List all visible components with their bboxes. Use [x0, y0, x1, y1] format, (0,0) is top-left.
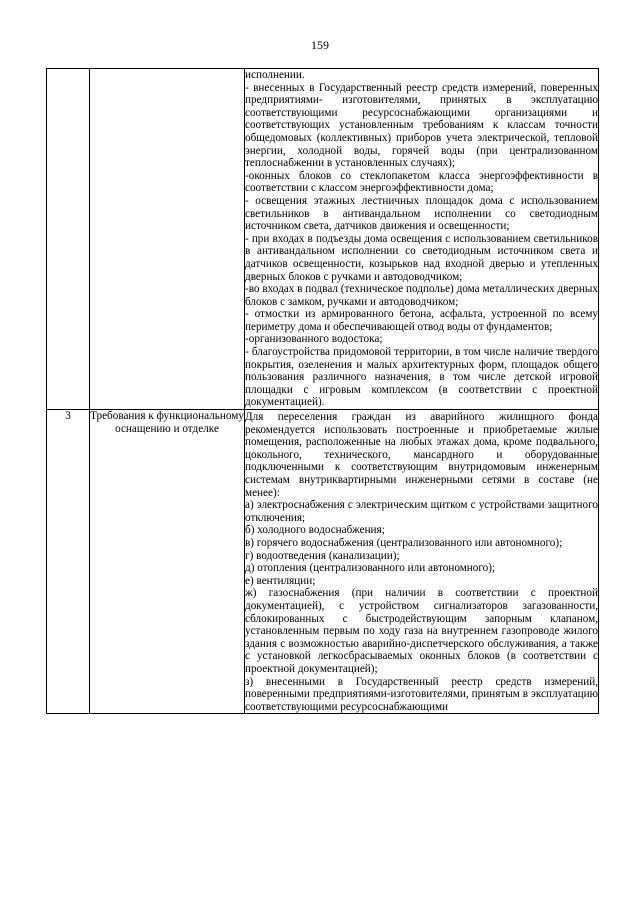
content-cell	[245, 69, 599, 410]
paragraph: исполнении.	[245, 69, 305, 81]
requirements-table	[46, 68, 599, 714]
paragraph: - при входах в подъезды дома освещения с использованием светильников в антивандальном исполнении со светодиодным источником света и датчиков освещенности, козырьков над входной дверью и утепленных дверных блоков с ручками и автодоводчиком;	[245, 232, 598, 283]
paragraph: -во входах в подвал (техническое подполье) дома металлических дверных блоков с замком, ручками и автодоводчиком;	[245, 283, 598, 308]
table-row	[47, 69, 599, 410]
paragraph: в) горячего водоснабжения (централизованного или автономного);	[245, 536, 563, 549]
paragraph: - благоустройства придомовой территории, в том числе наличие твердого покрытия, озеленения и малых архитектурных форм, площадок общего пользования различного назначения, в том числе детской игровой площадки с игровым комплексом (в соответствии с проектной документацией).	[245, 346, 598, 409]
paragraph: з) внесенными в Государственный реестр средств измерений, поверенными предприятиями-изготовителями, принятым в эксплуатацию соответствующими ресурсоснабжающими	[245, 675, 598, 713]
paragraph: - внесенных в Государственный реестр средств измерений, поверенных предприятиями- изготовителями, принятых в эксплуатацию соответствующими ресурсоснабжающими организациями и соответствующих установленным требованиям к классам точности общедомовых (коллективных) приборов учета электрической, тепловой энергии, холодной воды, горячей воды (при централизованном теплоснабжении в установленных случаях);	[245, 81, 598, 170]
page-number: 159	[311, 38, 329, 52]
paragraph: ж) газоснабжения (при наличии в соответствии с проектной документацией), с устройством сигнализаторов загазованности, сблокированных с быстродействующим запорным клапаном, установленным первым по ходу газа на внутреннем газопроводе жилого здания с возможностью аварийно-диспетчерского обслуживания, а также с установкой легкосбрасываемых оконных блоков (в соответствии с проектной документацией);	[245, 587, 598, 675]
paragraph: д) отопления (централизованного или автономного);	[245, 562, 496, 575]
paragraph: - отмостки из армированного бетона, асфальта, устроенной по всему периметру дома и обеспечивающей отвод воды от фундаментов;	[245, 308, 598, 333]
paragraph: г) водоотведения (канализации);	[245, 549, 400, 562]
requirement-cell: Требования к функциональному оснащению и отделке	[90, 410, 245, 714]
paragraph: - освещения этажных лестничных площадок дома с использованием светильников в антивандальном исполнении со светодиодным источником света, датчиков движения и освещенности;	[245, 194, 598, 233]
paragraph: Для переселения граждан из аварийного жилищного фонда рекомендуется использовать построенные и приобретаемые жилые помещения, расположенные на любых этажах дома, кроме подвального, цокольного, технического, мансардного и оборудованные подключенными к соответствующим внутридомовым инженерным системам внутриквартирными инженерными сетями в составе (не менее):	[245, 411, 598, 499]
table-row	[47, 410, 599, 714]
paragraph: -организованного водостока;	[245, 333, 383, 346]
paragraph: а) электроснабжения с электрическим щитком с устройствами защитного отключения;	[245, 499, 598, 524]
paragraph: е) вентиляции;	[245, 574, 316, 587]
row-number-cell: 3	[47, 410, 90, 714]
row-number-cell	[47, 69, 90, 410]
content-cell	[245, 410, 599, 714]
paragraph: -оконных блоков со стеклопакетом класса энергоэффективности в соответствии с классом энергоэффективности дома;	[245, 169, 598, 195]
paragraph: б) холодного водоснабжения;	[245, 524, 385, 537]
requirement-cell	[90, 69, 245, 410]
